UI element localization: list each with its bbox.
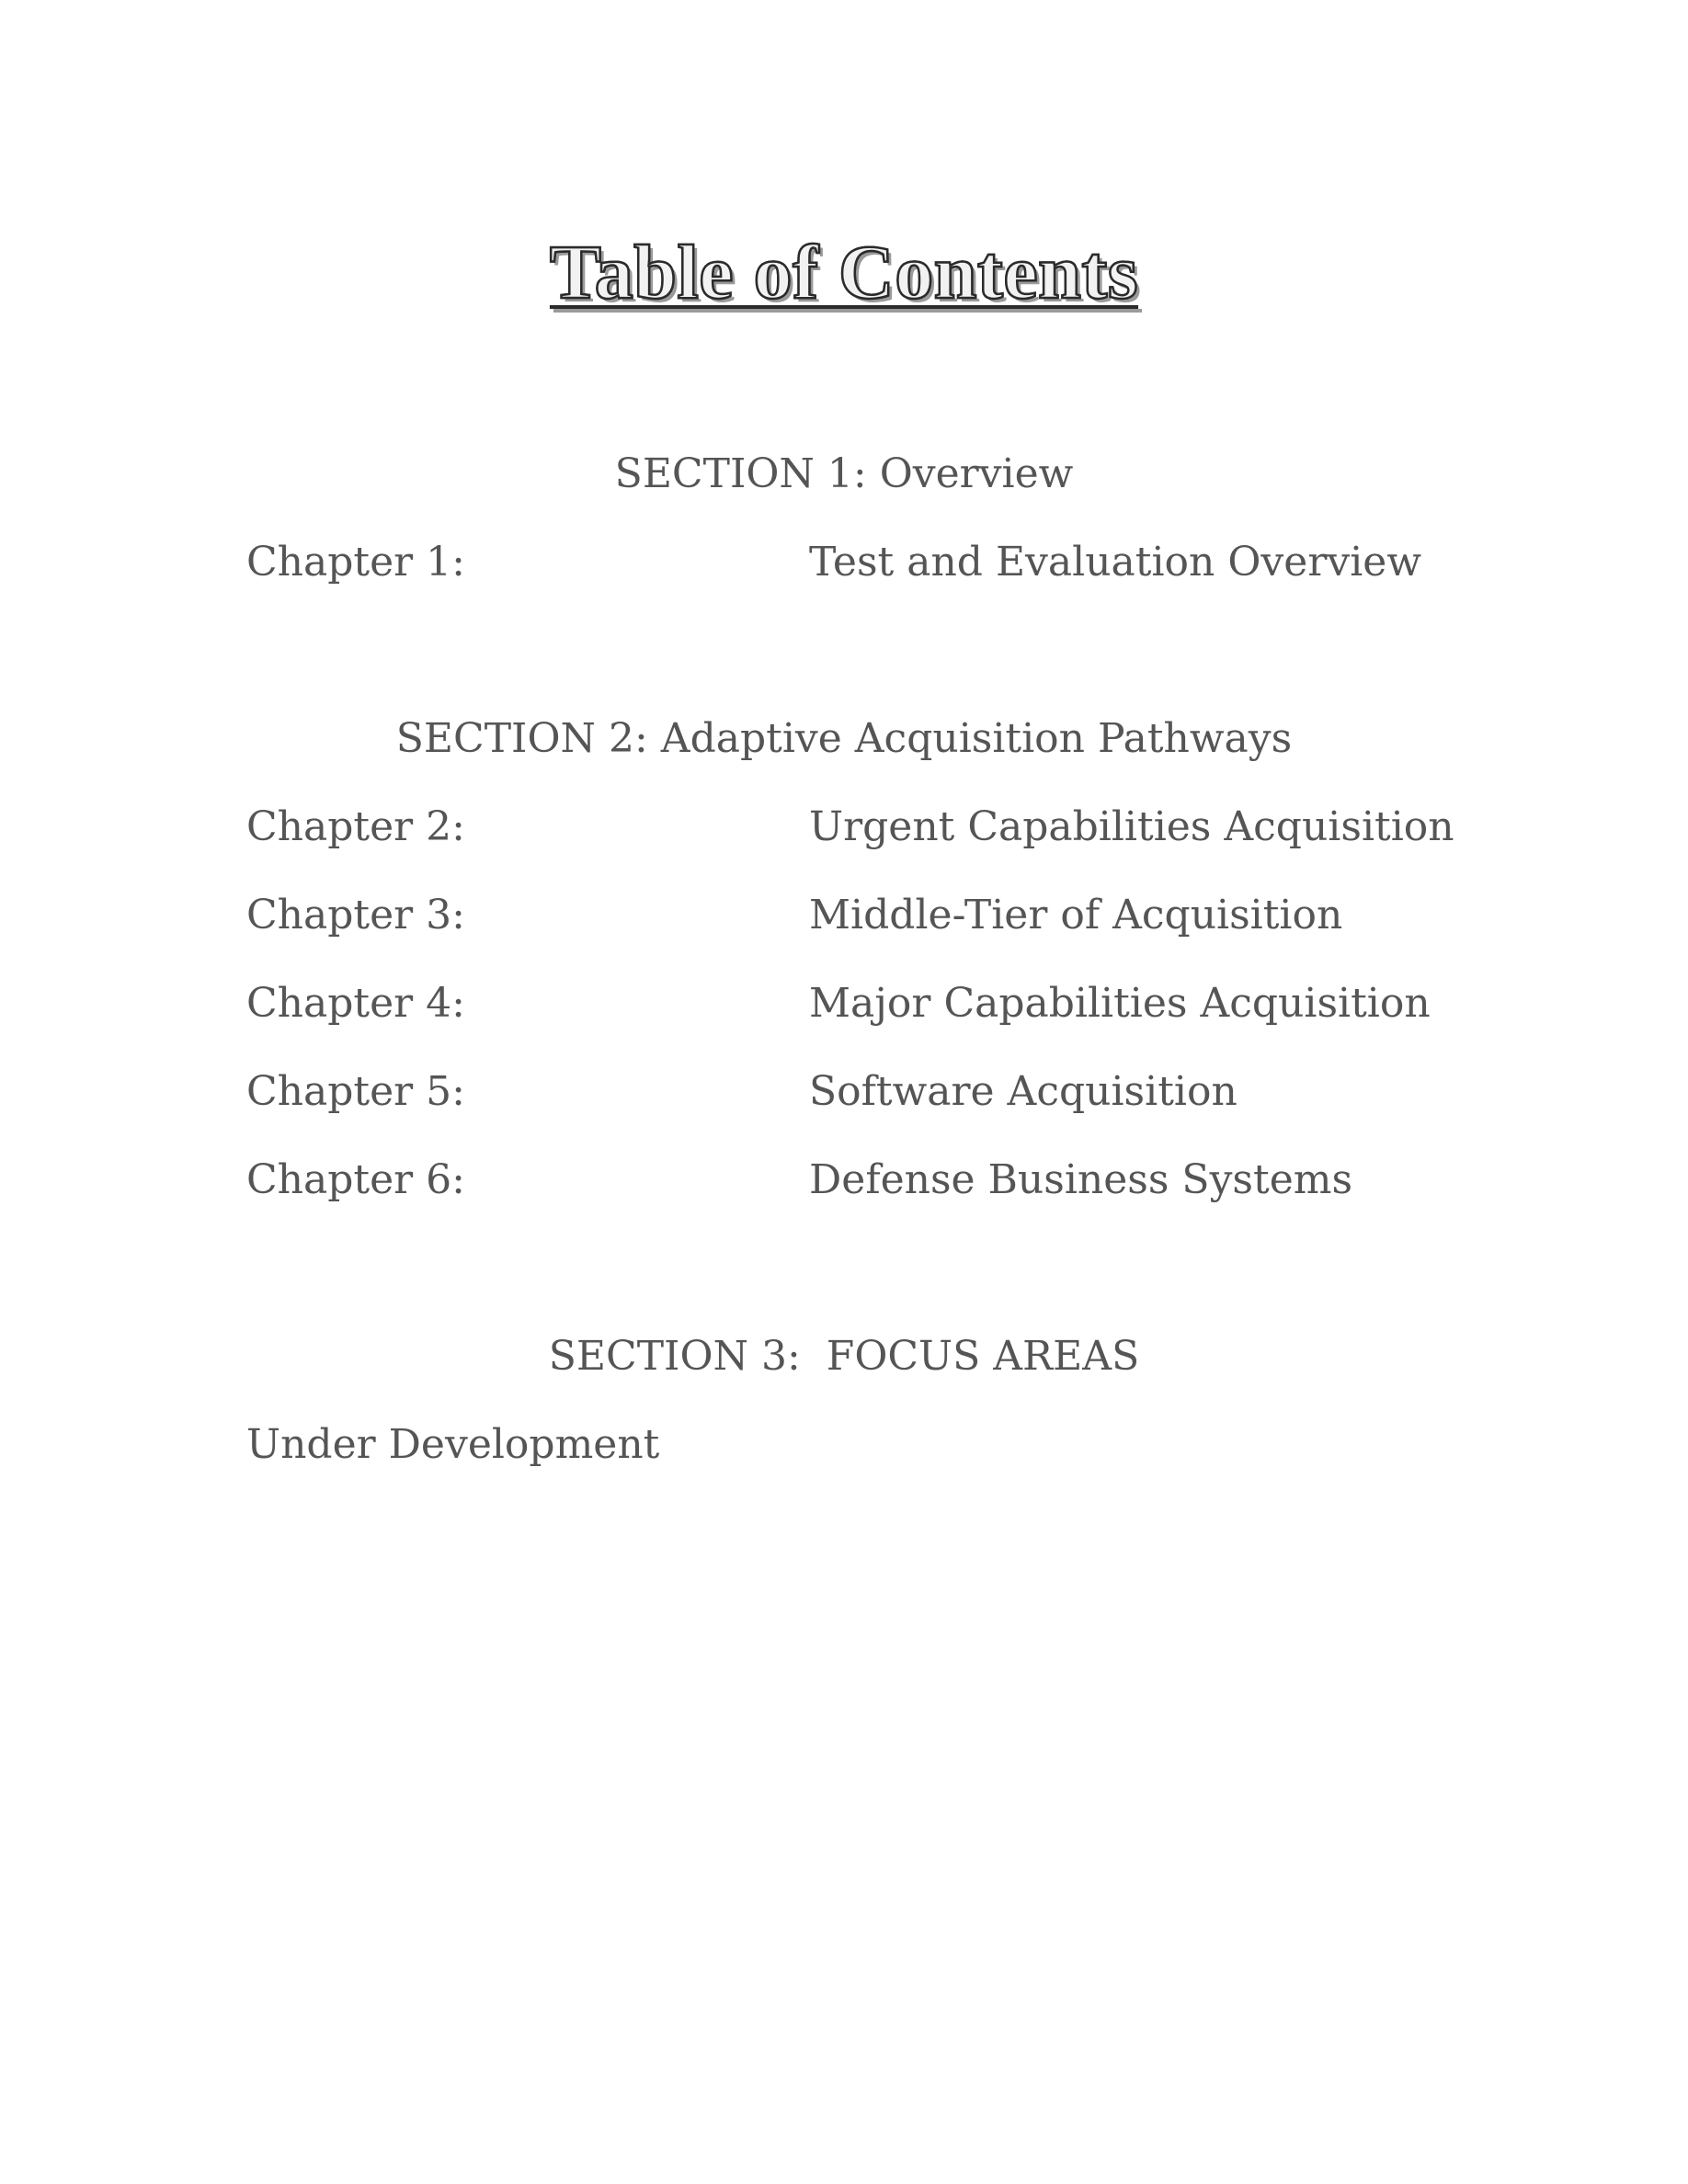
page-title	[0, 230, 1688, 315]
chapter-label: Chapter 2:	[246, 803, 465, 850]
chapter-title: Middle-Tier of Acquisition	[809, 892, 1343, 938]
toc-row-chapter-1	[0, 539, 1688, 590]
chapter-label: Chapter 4:	[246, 980, 465, 1027]
chapter-title: Test and Evaluation Overview	[809, 539, 1421, 586]
chapter-title: Major Capabilities Acquisition	[809, 980, 1431, 1027]
page-title-text: Table of Contents	[549, 230, 1139, 315]
toc-row-chapter-2	[0, 803, 1688, 855]
toc-row-chapter-3	[0, 892, 1688, 943]
section-heading-1: SECTION 1: Overview	[614, 450, 1074, 497]
toc-row-chapter-4	[0, 980, 1688, 1031]
chapter-label: Chapter 3:	[246, 892, 465, 938]
section-3-note-row	[0, 1421, 1688, 1473]
section-heading-2: SECTION 2: Adaptive Acquisition Pathways	[395, 715, 1293, 762]
chapter-title: Software Acquisition	[809, 1068, 1237, 1115]
toc-row-chapter-6	[0, 1156, 1688, 1208]
under-development-note: Under Development	[246, 1421, 660, 1468]
chapter-label: Chapter 6:	[246, 1156, 465, 1203]
chapter-label: Chapter 1:	[246, 539, 465, 586]
chapter-title: Defense Business Systems	[809, 1156, 1353, 1203]
section-heading-3: SECTION 3: FOCUS AREAS	[548, 1333, 1140, 1380]
toc-row-chapter-5	[0, 1068, 1688, 1120]
chapter-label: Chapter 5:	[246, 1068, 465, 1115]
chapter-title: Urgent Capabilities Acquisition	[809, 803, 1454, 850]
